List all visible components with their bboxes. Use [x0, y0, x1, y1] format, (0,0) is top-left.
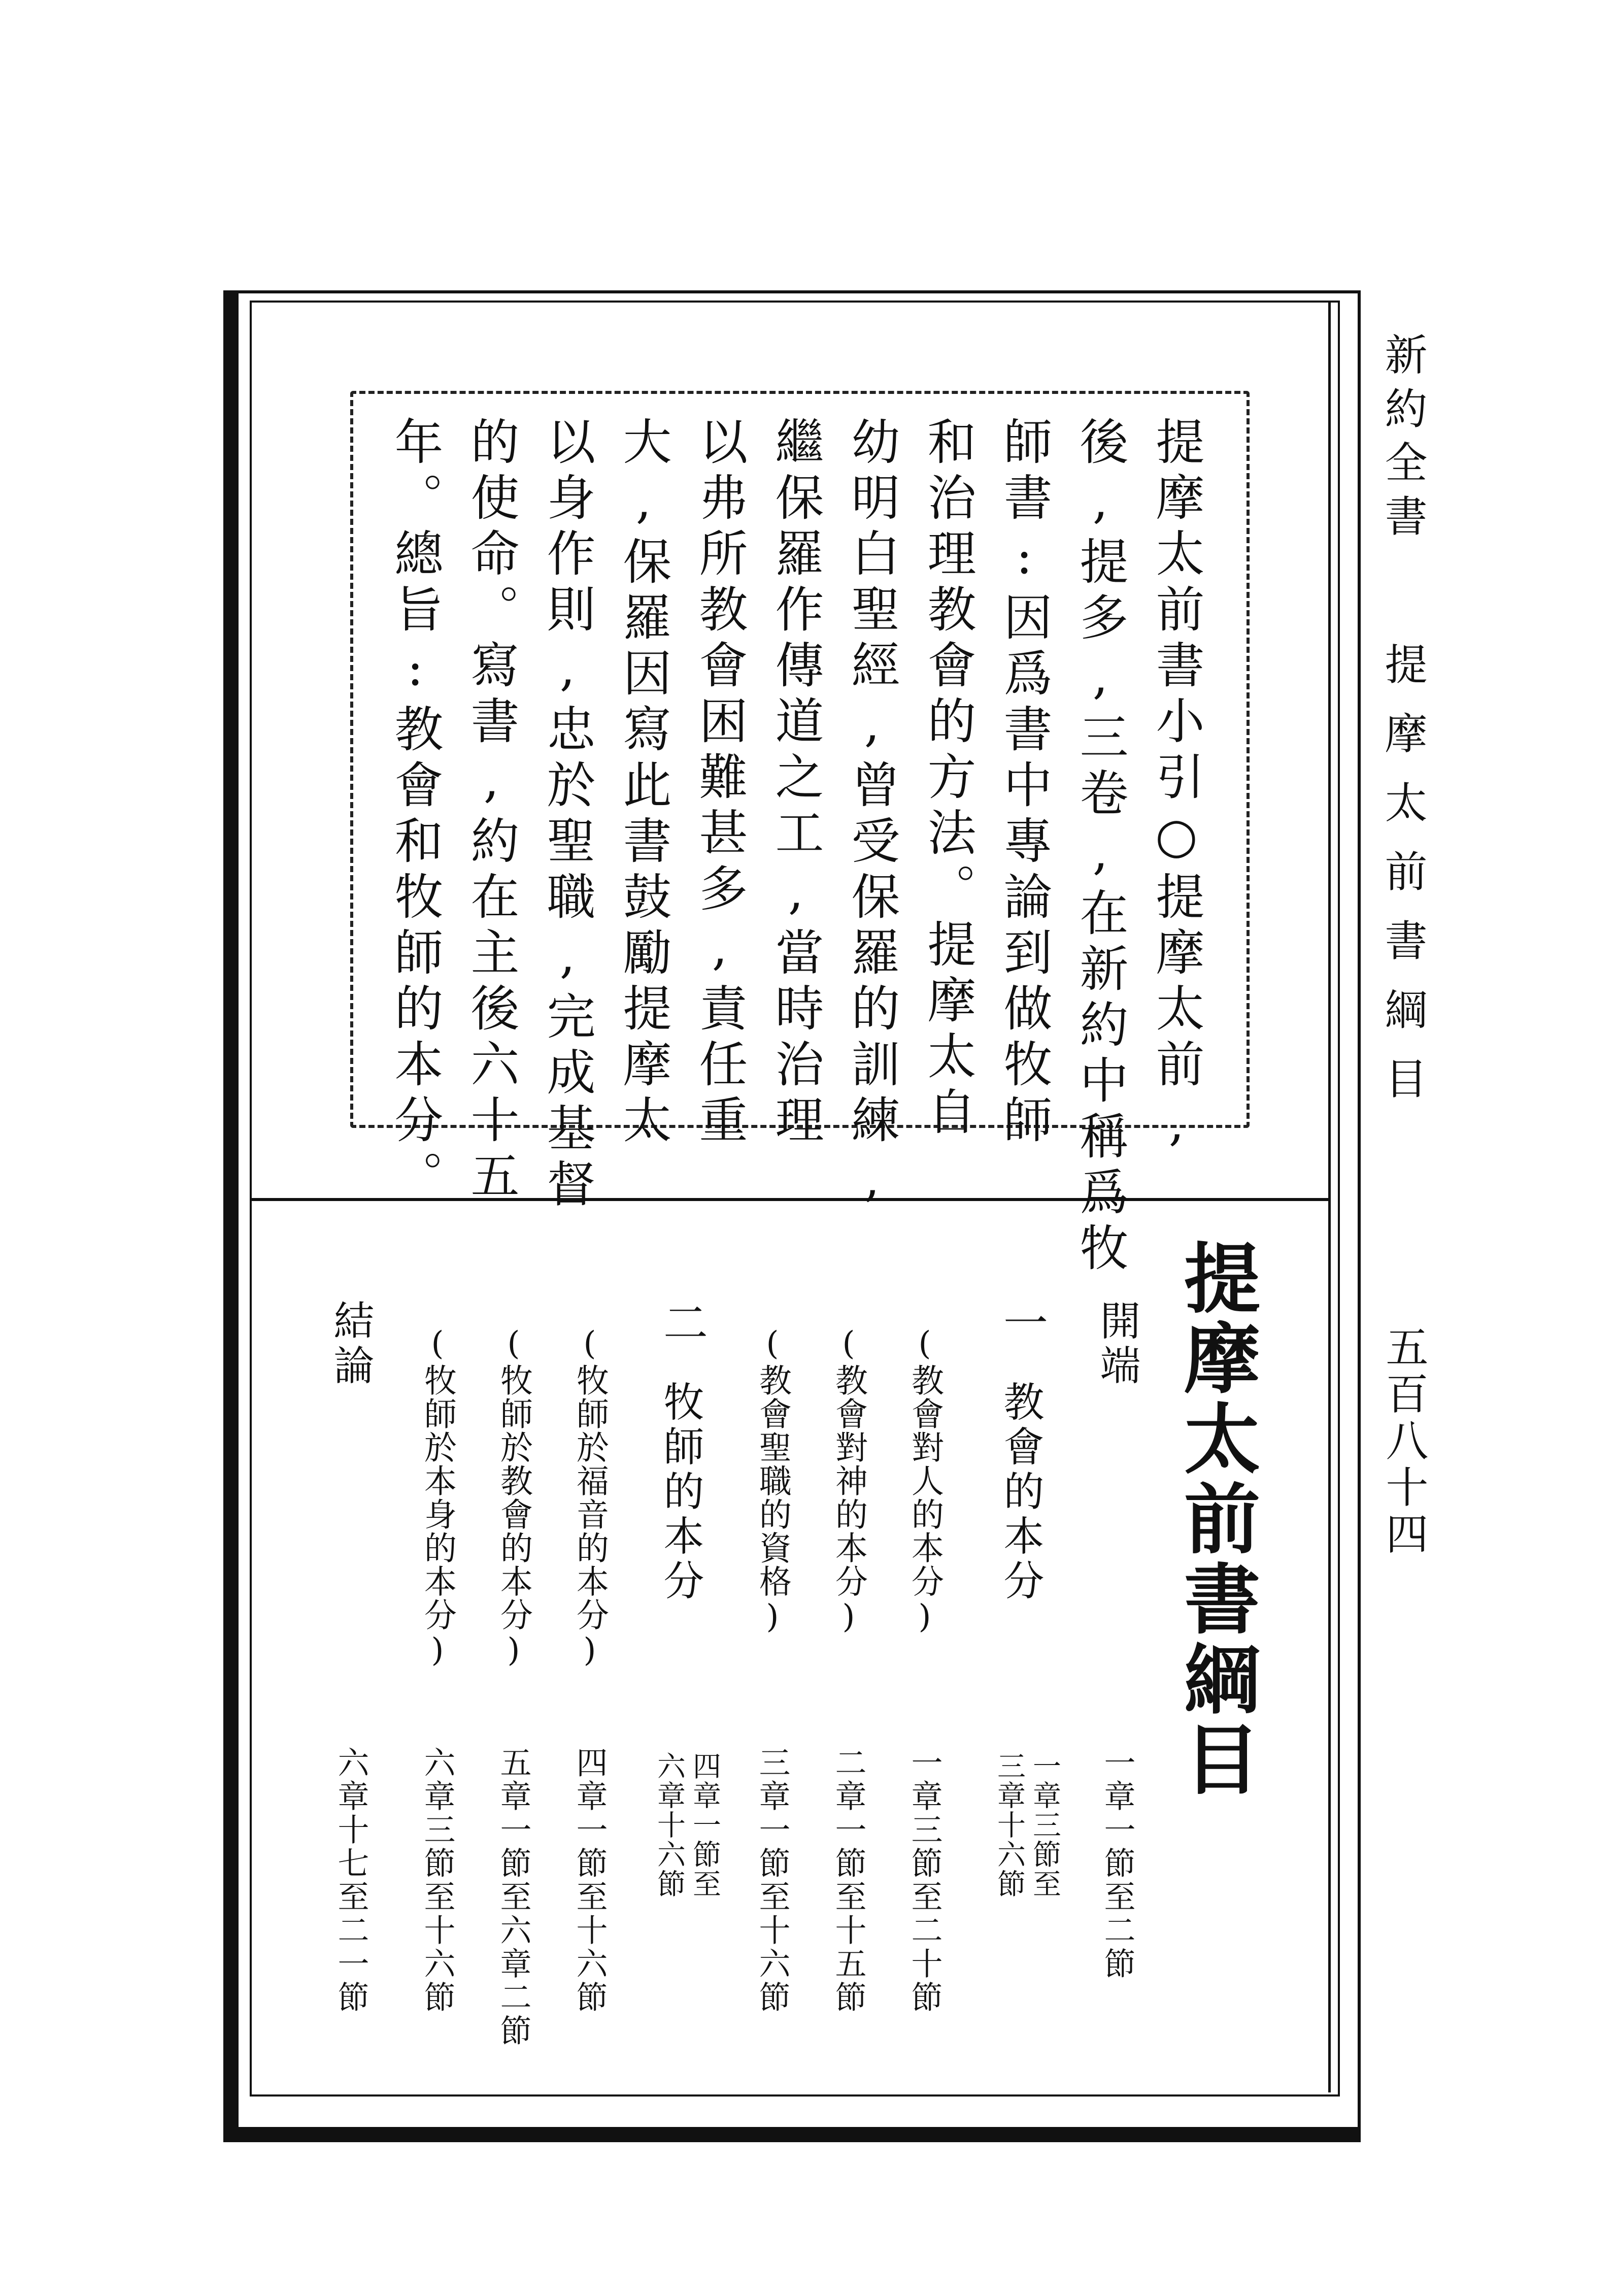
- toc-part2-ref-a: 四章一節至: [688, 1751, 721, 1899]
- toc-heading: 提摩太前書綱目: [1171, 1239, 1260, 1800]
- intro-line: 以身作則,忠於聖職,完成基督: [539, 416, 596, 1214]
- toc-part1-ref-a: 一章三節至: [1028, 1751, 1061, 1899]
- intro-line: 提摩太前書小引○提摩太前,: [1148, 416, 1205, 1158]
- toc-part2-title: 牧師的本分: [657, 1381, 704, 1604]
- intro-line: 幼明白聖經,曾受保羅的訓練,: [844, 416, 900, 1214]
- toc-part2-sub: (牧師於福音的本分): [571, 1325, 609, 1670]
- intro-line: 後,提多,三卷,在新約中稱爲牧: [1072, 416, 1129, 1278]
- toc-part2-ref-b: 六章十六節: [653, 1751, 686, 1899]
- toc-part1-sub-ref: 二章一節至十五節: [830, 1746, 867, 2014]
- toc-conclusion-ref: 六章十七至二一節: [332, 1746, 369, 2014]
- toc-part2-sub-ref: 六章三節至十六節: [419, 1746, 456, 2014]
- page-number: 五百八十四: [1379, 1325, 1429, 1558]
- intro-line: 和治理教會的方法。提摩太自: [920, 416, 976, 1142]
- intro-line: 以弗所教會困難甚多,責任重: [691, 416, 748, 1150]
- intro-line: 大,保羅因寫此書鼓勵提摩太: [615, 416, 672, 1150]
- toc-part2-number: 二: [656, 1300, 709, 1344]
- toc-opening-label: 開端: [1093, 1300, 1140, 1389]
- intro-line: 年。總旨:教會和牧師的本分。: [387, 416, 444, 1206]
- toc-part1-sub: (教會聖職的資格): [754, 1325, 791, 1637]
- toc-part1-sub-ref: 三章一節至十六節: [754, 1746, 791, 2014]
- header-divider: [1328, 301, 1331, 2092]
- toc-part2-sub: (牧師於本身的本分): [419, 1325, 456, 1670]
- toc-part2-sub-ref: 四章一節至十六節: [571, 1746, 608, 2014]
- book-title: 新約全書: [1378, 332, 1428, 548]
- toc-part1-number: 一: [996, 1300, 1049, 1344]
- intro-line: 繼保羅作傳道之工,當時治理: [767, 416, 824, 1150]
- intro-line: 師書:因爲書中專論到做牧師: [996, 416, 1053, 1150]
- toc-part2-sub: (牧師於教會的本分): [495, 1325, 532, 1670]
- toc-part1-sub: (教會對神的本分): [830, 1325, 867, 1637]
- toc-part1-ref-b: 三章十六節: [993, 1751, 1026, 1899]
- toc-part1-sub: (教會對人的本分): [906, 1325, 944, 1637]
- toc-part2-sub-ref: 五章一節至六章二節: [495, 1746, 532, 2048]
- toc-conclusion-label: 結論: [327, 1300, 374, 1389]
- intro-line: 的使命。寫書,約在主後六十五: [463, 416, 520, 1206]
- toc-part1-sub-ref: 一章三節至二十節: [906, 1746, 943, 2014]
- section-title: 提摩太前書綱目: [1378, 642, 1428, 1125]
- toc-opening-ref: 一章一節至二節: [1099, 1746, 1136, 1981]
- toc-part1-title: 教會的本分: [997, 1381, 1044, 1604]
